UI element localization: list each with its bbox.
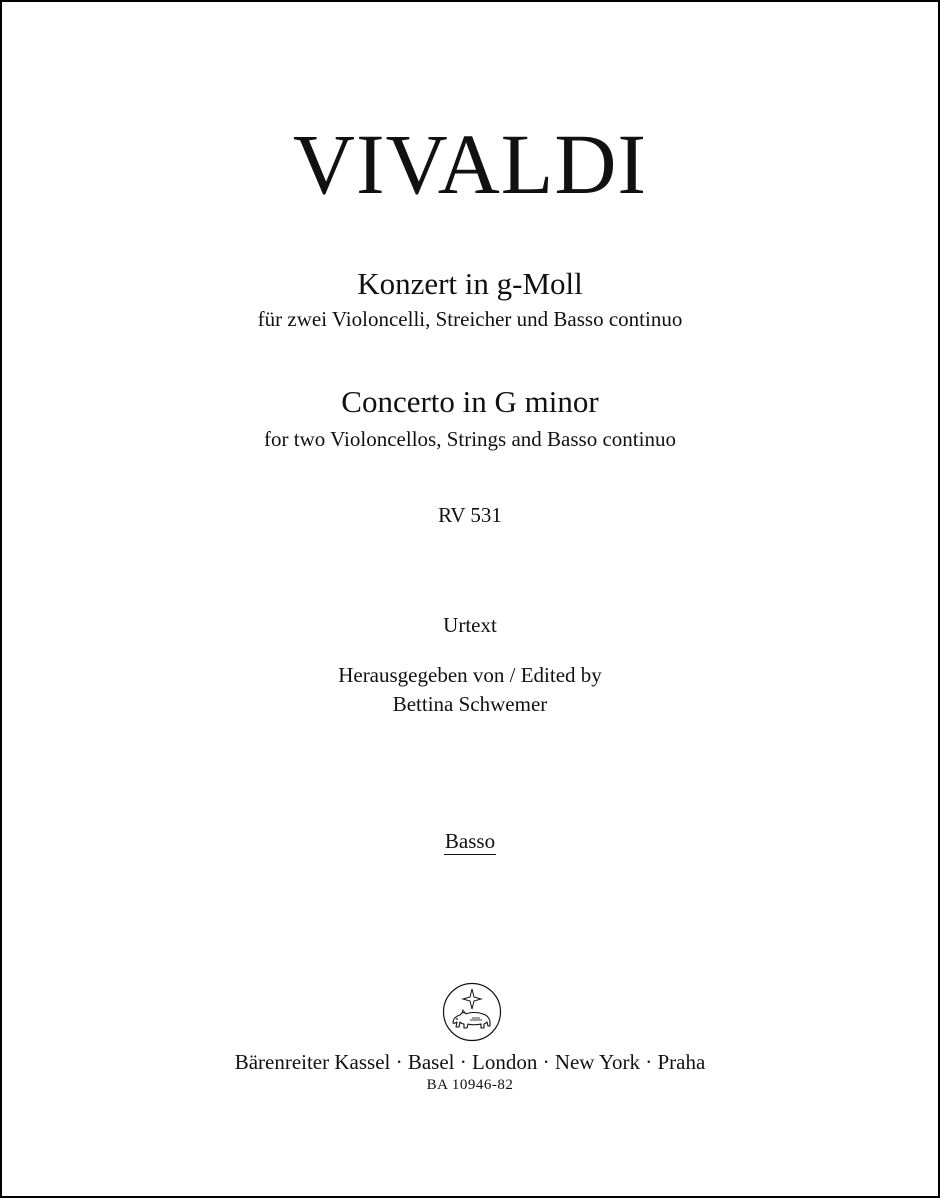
editor-label: Herausgegeben von / Edited by [338,663,602,687]
editor-name: Bettina Schwemer [392,692,548,716]
part-name: Basso [444,829,496,853]
catalog-number: RV 531 [438,503,502,527]
title-german: Konzert in g-Moll [357,266,583,301]
baerenreiter-logo-icon [442,982,502,1042]
composer-name: VIVALDI [292,116,648,212]
publisher-line: Bärenreiter Kassel · Basel · London · New York · Praha [234,1050,706,1074]
title-english: Concerto in G minor [341,384,599,419]
edition-type: Urtext [443,613,497,637]
part-heading [2,826,938,856]
subtitle-english: for two Violoncellos, Strings and Basso continuo [264,427,676,451]
order-number: BA 10946-82 [426,1077,514,1093]
subtitle-german: für zwei Violoncelli, Streicher und Basso continuo [257,307,683,331]
